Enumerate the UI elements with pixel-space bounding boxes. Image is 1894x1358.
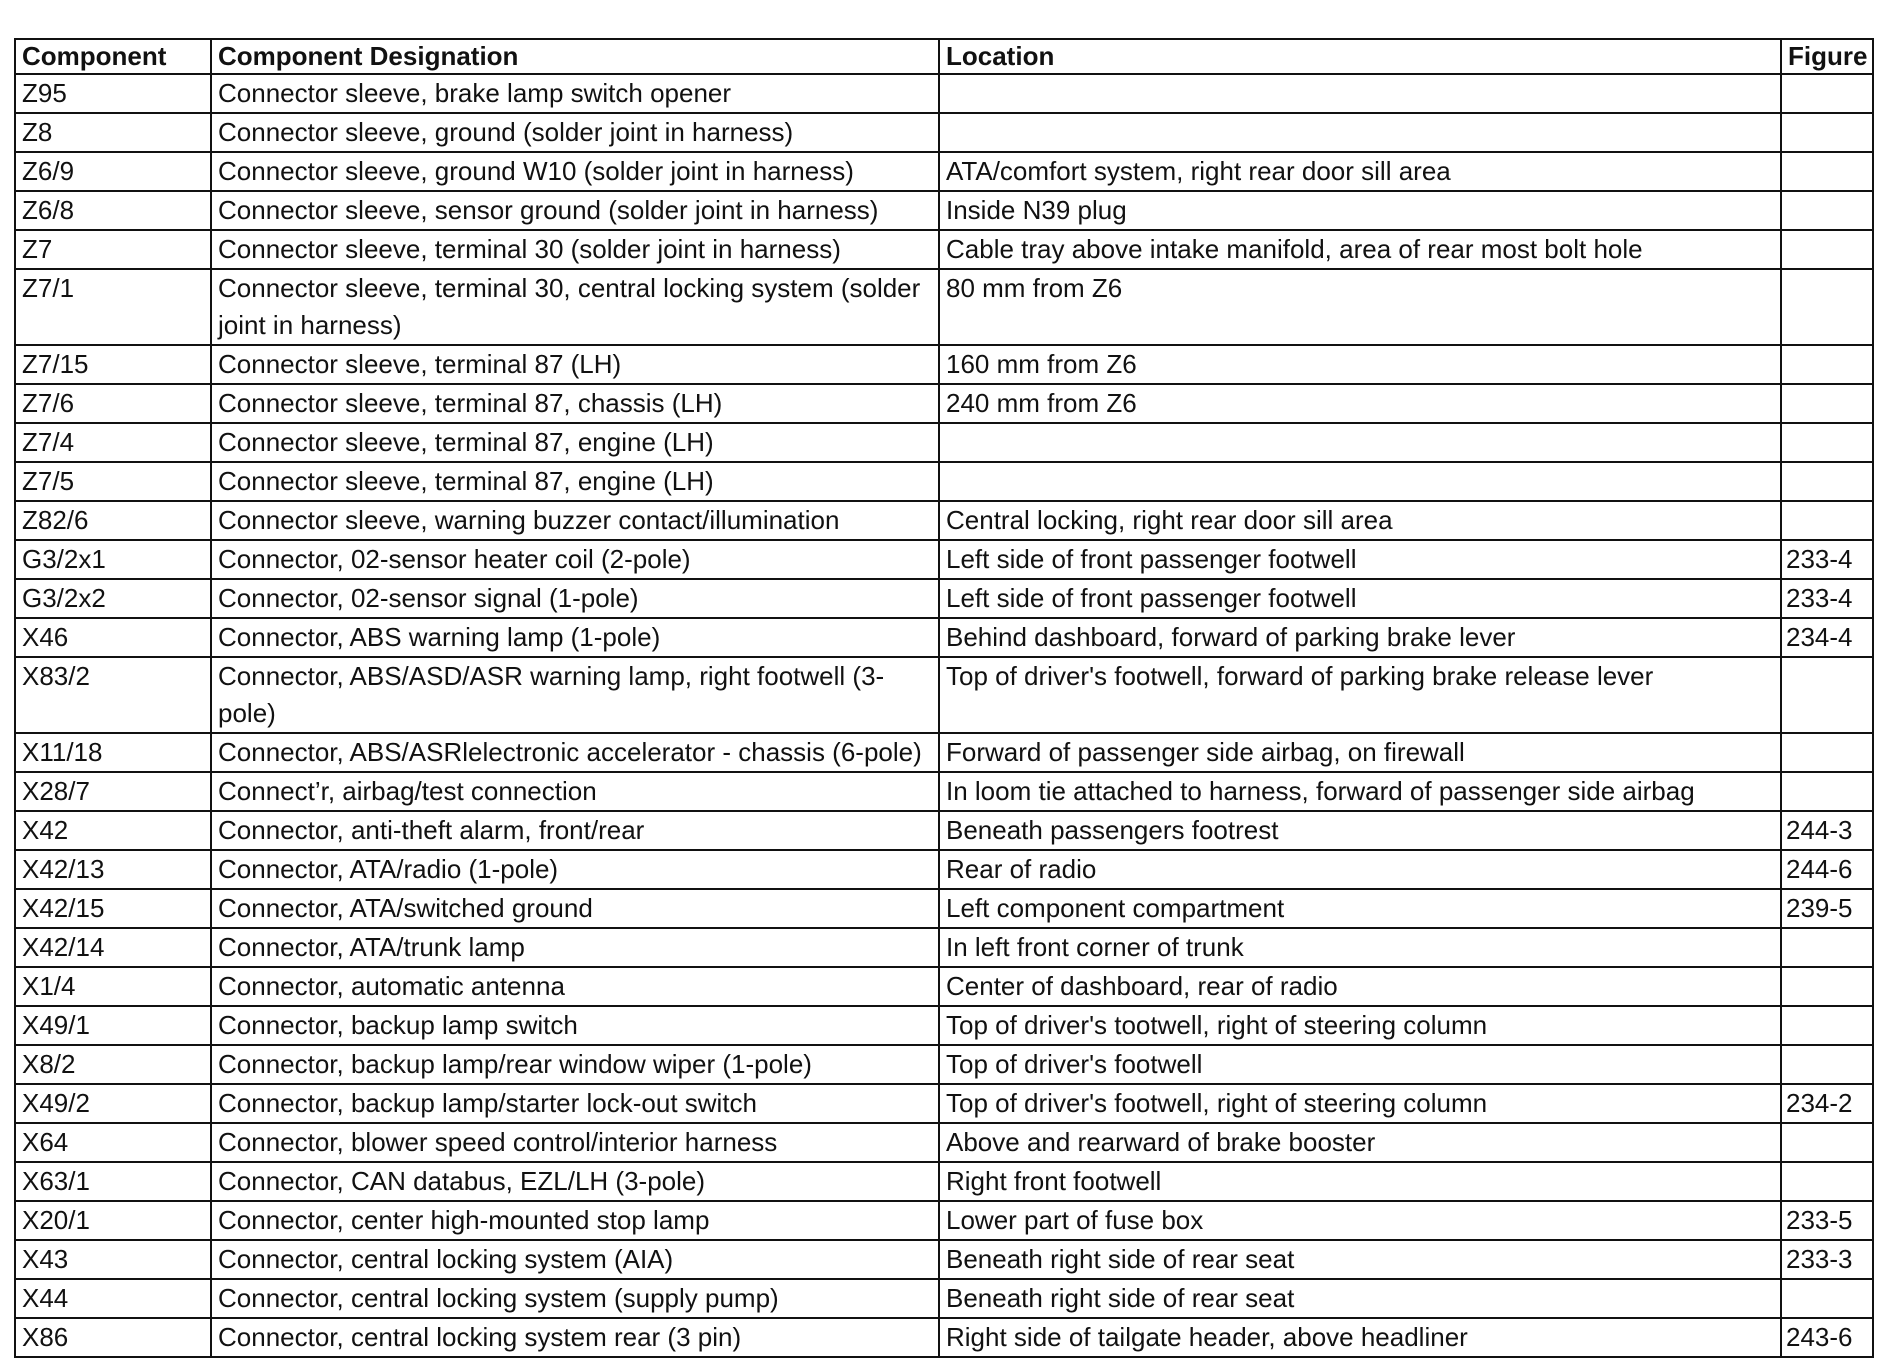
cell-figure: 234-2 bbox=[1781, 1084, 1873, 1123]
cell-component: X42 bbox=[15, 811, 211, 850]
document-page bbox=[14, 38, 1872, 1358]
cell-designation: Connector, center high-mounted stop lamp bbox=[211, 1201, 939, 1240]
cell-location: Top of driver's tootwell, right of steering column bbox=[939, 1006, 1781, 1045]
cell-component: Z7/6 bbox=[15, 384, 211, 423]
cell-figure bbox=[1781, 269, 1873, 345]
table-row bbox=[15, 733, 1873, 772]
cell-designation: Connector sleeve, terminal 87, chassis (LH) bbox=[211, 384, 939, 423]
cell-location: Inside N39 plug bbox=[939, 191, 1781, 230]
cell-location: Right side of tailgate header, above headliner bbox=[939, 1318, 1781, 1357]
cell-location: 80 mm from Z6 bbox=[939, 269, 1781, 345]
cell-figure bbox=[1781, 113, 1873, 152]
cell-figure bbox=[1781, 423, 1873, 462]
table-row bbox=[15, 384, 1873, 423]
cell-designation: Connector, ATA/switched ground bbox=[211, 889, 939, 928]
cell-figure: 239-5 bbox=[1781, 889, 1873, 928]
cell-figure: 244-3 bbox=[1781, 811, 1873, 850]
cell-location: Lower part of fuse box bbox=[939, 1201, 1781, 1240]
table-row bbox=[15, 1084, 1873, 1123]
cell-location: Cable tray above intake manifold, area of rear most bolt hole bbox=[939, 230, 1781, 269]
table-row bbox=[15, 811, 1873, 850]
table-row bbox=[15, 1201, 1873, 1240]
cell-component: X28/7 bbox=[15, 772, 211, 811]
cell-figure bbox=[1781, 501, 1873, 540]
column-header-component: Component bbox=[15, 39, 211, 74]
table-row bbox=[15, 579, 1873, 618]
cell-figure: 243-6 bbox=[1781, 1318, 1873, 1357]
table-row bbox=[15, 423, 1873, 462]
cell-designation: Connector, anti-theft alarm, front/rear bbox=[211, 811, 939, 850]
cell-location bbox=[939, 462, 1781, 501]
cell-location: Beneath right side of rear seat bbox=[939, 1240, 1781, 1279]
table-row bbox=[15, 230, 1873, 269]
table-row bbox=[15, 74, 1873, 113]
table-row bbox=[15, 850, 1873, 889]
table-row bbox=[15, 501, 1873, 540]
cell-figure bbox=[1781, 1006, 1873, 1045]
cell-component: X64 bbox=[15, 1123, 211, 1162]
table-row bbox=[15, 540, 1873, 579]
cell-designation: Connector sleeve, terminal 87, engine (LH) bbox=[211, 462, 939, 501]
cell-component: X63/1 bbox=[15, 1162, 211, 1201]
table-row bbox=[15, 928, 1873, 967]
table-row bbox=[15, 462, 1873, 501]
cell-component: Z82/6 bbox=[15, 501, 211, 540]
component-location-table bbox=[14, 38, 1874, 1358]
cell-figure: 244-6 bbox=[1781, 850, 1873, 889]
table-row bbox=[15, 889, 1873, 928]
table-row bbox=[15, 772, 1873, 811]
cell-location: Central locking, right rear door sill area bbox=[939, 501, 1781, 540]
cell-designation: Connector, 02-sensor signal (1-pole) bbox=[211, 579, 939, 618]
cell-designation: Connector sleeve, ground (solder joint in harness) bbox=[211, 113, 939, 152]
cell-location bbox=[939, 74, 1781, 113]
cell-figure bbox=[1781, 74, 1873, 113]
cell-component: X1/4 bbox=[15, 967, 211, 1006]
cell-location: In left front corner of trunk bbox=[939, 928, 1781, 967]
cell-designation: Connector, ABS/ASRlelectronic accelerator - chassis (6-pole) bbox=[211, 733, 939, 772]
cell-designation: Connector, ATA/radio (1-pole) bbox=[211, 850, 939, 889]
table-row bbox=[15, 1006, 1873, 1045]
table-row bbox=[15, 657, 1873, 733]
cell-component: Z6/8 bbox=[15, 191, 211, 230]
cell-designation: Connector, backup lamp/starter lock-out switch bbox=[211, 1084, 939, 1123]
cell-component: Z7/4 bbox=[15, 423, 211, 462]
cell-location bbox=[939, 423, 1781, 462]
cell-figure bbox=[1781, 152, 1873, 191]
table-body bbox=[15, 74, 1873, 1357]
cell-component: X42/13 bbox=[15, 850, 211, 889]
table-row bbox=[15, 1279, 1873, 1318]
cell-designation: Connector, blower speed control/interior harness bbox=[211, 1123, 939, 1162]
cell-location: Left side of front passenger footwell bbox=[939, 540, 1781, 579]
cell-location: Rear of radio bbox=[939, 850, 1781, 889]
cell-component: Z7/1 bbox=[15, 269, 211, 345]
cell-location: Left component compartment bbox=[939, 889, 1781, 928]
cell-component: X49/1 bbox=[15, 1006, 211, 1045]
cell-location: Behind dashboard, forward of parking brake lever bbox=[939, 618, 1781, 657]
cell-figure: 234-4 bbox=[1781, 618, 1873, 657]
cell-designation: Connector sleeve, terminal 30 (solder joint in harness) bbox=[211, 230, 939, 269]
cell-component: Z95 bbox=[15, 74, 211, 113]
table-row bbox=[15, 191, 1873, 230]
cell-designation: Connector, backup lamp switch bbox=[211, 1006, 939, 1045]
cell-designation: Connector, ATA/trunk lamp bbox=[211, 928, 939, 967]
cell-designation: Connector, central locking system rear (3 pin) bbox=[211, 1318, 939, 1357]
cell-figure bbox=[1781, 967, 1873, 1006]
cell-component: X86 bbox=[15, 1318, 211, 1357]
cell-location: Beneath passengers footrest bbox=[939, 811, 1781, 850]
column-header-figure: Figure bbox=[1781, 39, 1873, 74]
cell-designation: Connector sleeve, terminal 30, central locking system (solder joint in harness) bbox=[211, 269, 939, 345]
cell-figure bbox=[1781, 191, 1873, 230]
cell-location: Right front footwell bbox=[939, 1162, 1781, 1201]
cell-figure bbox=[1781, 772, 1873, 811]
cell-figure bbox=[1781, 1162, 1873, 1201]
cell-figure: 233-3 bbox=[1781, 1240, 1873, 1279]
cell-location: Top of driver's footwell, forward of parking brake release lever bbox=[939, 657, 1781, 733]
cell-location: Forward of passenger side airbag, on firewall bbox=[939, 733, 1781, 772]
cell-location: In loom tie attached to harness, forward of passenger side airbag bbox=[939, 772, 1781, 811]
cell-designation: Connector, ABS warning lamp (1-pole) bbox=[211, 618, 939, 657]
cell-component: X42/15 bbox=[15, 889, 211, 928]
cell-designation: Connector sleeve, warning buzzer contact/illumination bbox=[211, 501, 939, 540]
cell-designation: Connector, ABS/ASD/ASR warning lamp, right footwell (3-pole) bbox=[211, 657, 939, 733]
cell-location: Center of dashboard, rear of radio bbox=[939, 967, 1781, 1006]
cell-designation: Connector, 02-sensor heater coil (2-pole) bbox=[211, 540, 939, 579]
cell-designation: Connector sleeve, terminal 87, engine (LH) bbox=[211, 423, 939, 462]
cell-component: G3/2x1 bbox=[15, 540, 211, 579]
cell-location: Above and rearward of brake booster bbox=[939, 1123, 1781, 1162]
cell-location: ATA/comfort system, right rear door sill area bbox=[939, 152, 1781, 191]
cell-location: Top of driver's footwell bbox=[939, 1045, 1781, 1084]
table-row bbox=[15, 1240, 1873, 1279]
cell-figure bbox=[1781, 345, 1873, 384]
column-header-location: Location bbox=[939, 39, 1781, 74]
cell-component: X8/2 bbox=[15, 1045, 211, 1084]
cell-figure bbox=[1781, 1279, 1873, 1318]
cell-designation: Connect’r, airbag/test connection bbox=[211, 772, 939, 811]
cell-figure bbox=[1781, 1123, 1873, 1162]
cell-designation: Connector sleeve, sensor ground (solder joint in harness) bbox=[211, 191, 939, 230]
table-row bbox=[15, 345, 1873, 384]
cell-component: X83/2 bbox=[15, 657, 211, 733]
cell-component: X42/14 bbox=[15, 928, 211, 967]
cell-location: Left side of front passenger footwell bbox=[939, 579, 1781, 618]
cell-figure bbox=[1781, 1045, 1873, 1084]
table-row bbox=[15, 967, 1873, 1006]
cell-figure bbox=[1781, 230, 1873, 269]
cell-figure bbox=[1781, 462, 1873, 501]
column-header-designation: Component Designation bbox=[211, 39, 939, 74]
table-row bbox=[15, 1162, 1873, 1201]
cell-component: G3/2x2 bbox=[15, 579, 211, 618]
cell-component: X43 bbox=[15, 1240, 211, 1279]
cell-designation: Connector, CAN databus, EZL/LH (3-pole) bbox=[211, 1162, 939, 1201]
cell-component: Z8 bbox=[15, 113, 211, 152]
cell-figure bbox=[1781, 657, 1873, 733]
cell-figure: 233-4 bbox=[1781, 540, 1873, 579]
cell-component: X20/1 bbox=[15, 1201, 211, 1240]
cell-component: Z7 bbox=[15, 230, 211, 269]
cell-figure bbox=[1781, 384, 1873, 423]
cell-location bbox=[939, 113, 1781, 152]
cell-figure: 233-5 bbox=[1781, 1201, 1873, 1240]
cell-location: Beneath right side of rear seat bbox=[939, 1279, 1781, 1318]
cell-location: Top of driver's footwell, right of steering column bbox=[939, 1084, 1781, 1123]
cell-location: 240 mm from Z6 bbox=[939, 384, 1781, 423]
table-row bbox=[15, 1318, 1873, 1357]
cell-figure bbox=[1781, 928, 1873, 967]
cell-figure: 233-4 bbox=[1781, 579, 1873, 618]
table-row bbox=[15, 1045, 1873, 1084]
cell-component: Z7/5 bbox=[15, 462, 211, 501]
cell-location: 160 mm from Z6 bbox=[939, 345, 1781, 384]
cell-designation: Connector sleeve, ground W10 (solder joint in harness) bbox=[211, 152, 939, 191]
cell-designation: Connector, automatic antenna bbox=[211, 967, 939, 1006]
table-row bbox=[15, 1123, 1873, 1162]
cell-designation: Connector sleeve, brake lamp switch opener bbox=[211, 74, 939, 113]
cell-designation: Connector, central locking system (supply pump) bbox=[211, 1279, 939, 1318]
header-row bbox=[15, 39, 1873, 74]
cell-component: Z7/15 bbox=[15, 345, 211, 384]
table-row bbox=[15, 618, 1873, 657]
cell-component: X11/18 bbox=[15, 733, 211, 772]
cell-component: X44 bbox=[15, 1279, 211, 1318]
cell-component: X46 bbox=[15, 618, 211, 657]
table-row bbox=[15, 113, 1873, 152]
cell-designation: Connector sleeve, terminal 87 (LH) bbox=[211, 345, 939, 384]
cell-designation: Connector, backup lamp/rear window wiper (1-pole) bbox=[211, 1045, 939, 1084]
table-row bbox=[15, 269, 1873, 345]
cell-component: X49/2 bbox=[15, 1084, 211, 1123]
table-row bbox=[15, 152, 1873, 191]
cell-component: Z6/9 bbox=[15, 152, 211, 191]
cell-figure bbox=[1781, 733, 1873, 772]
cell-designation: Connector, central locking system (AIA) bbox=[211, 1240, 939, 1279]
